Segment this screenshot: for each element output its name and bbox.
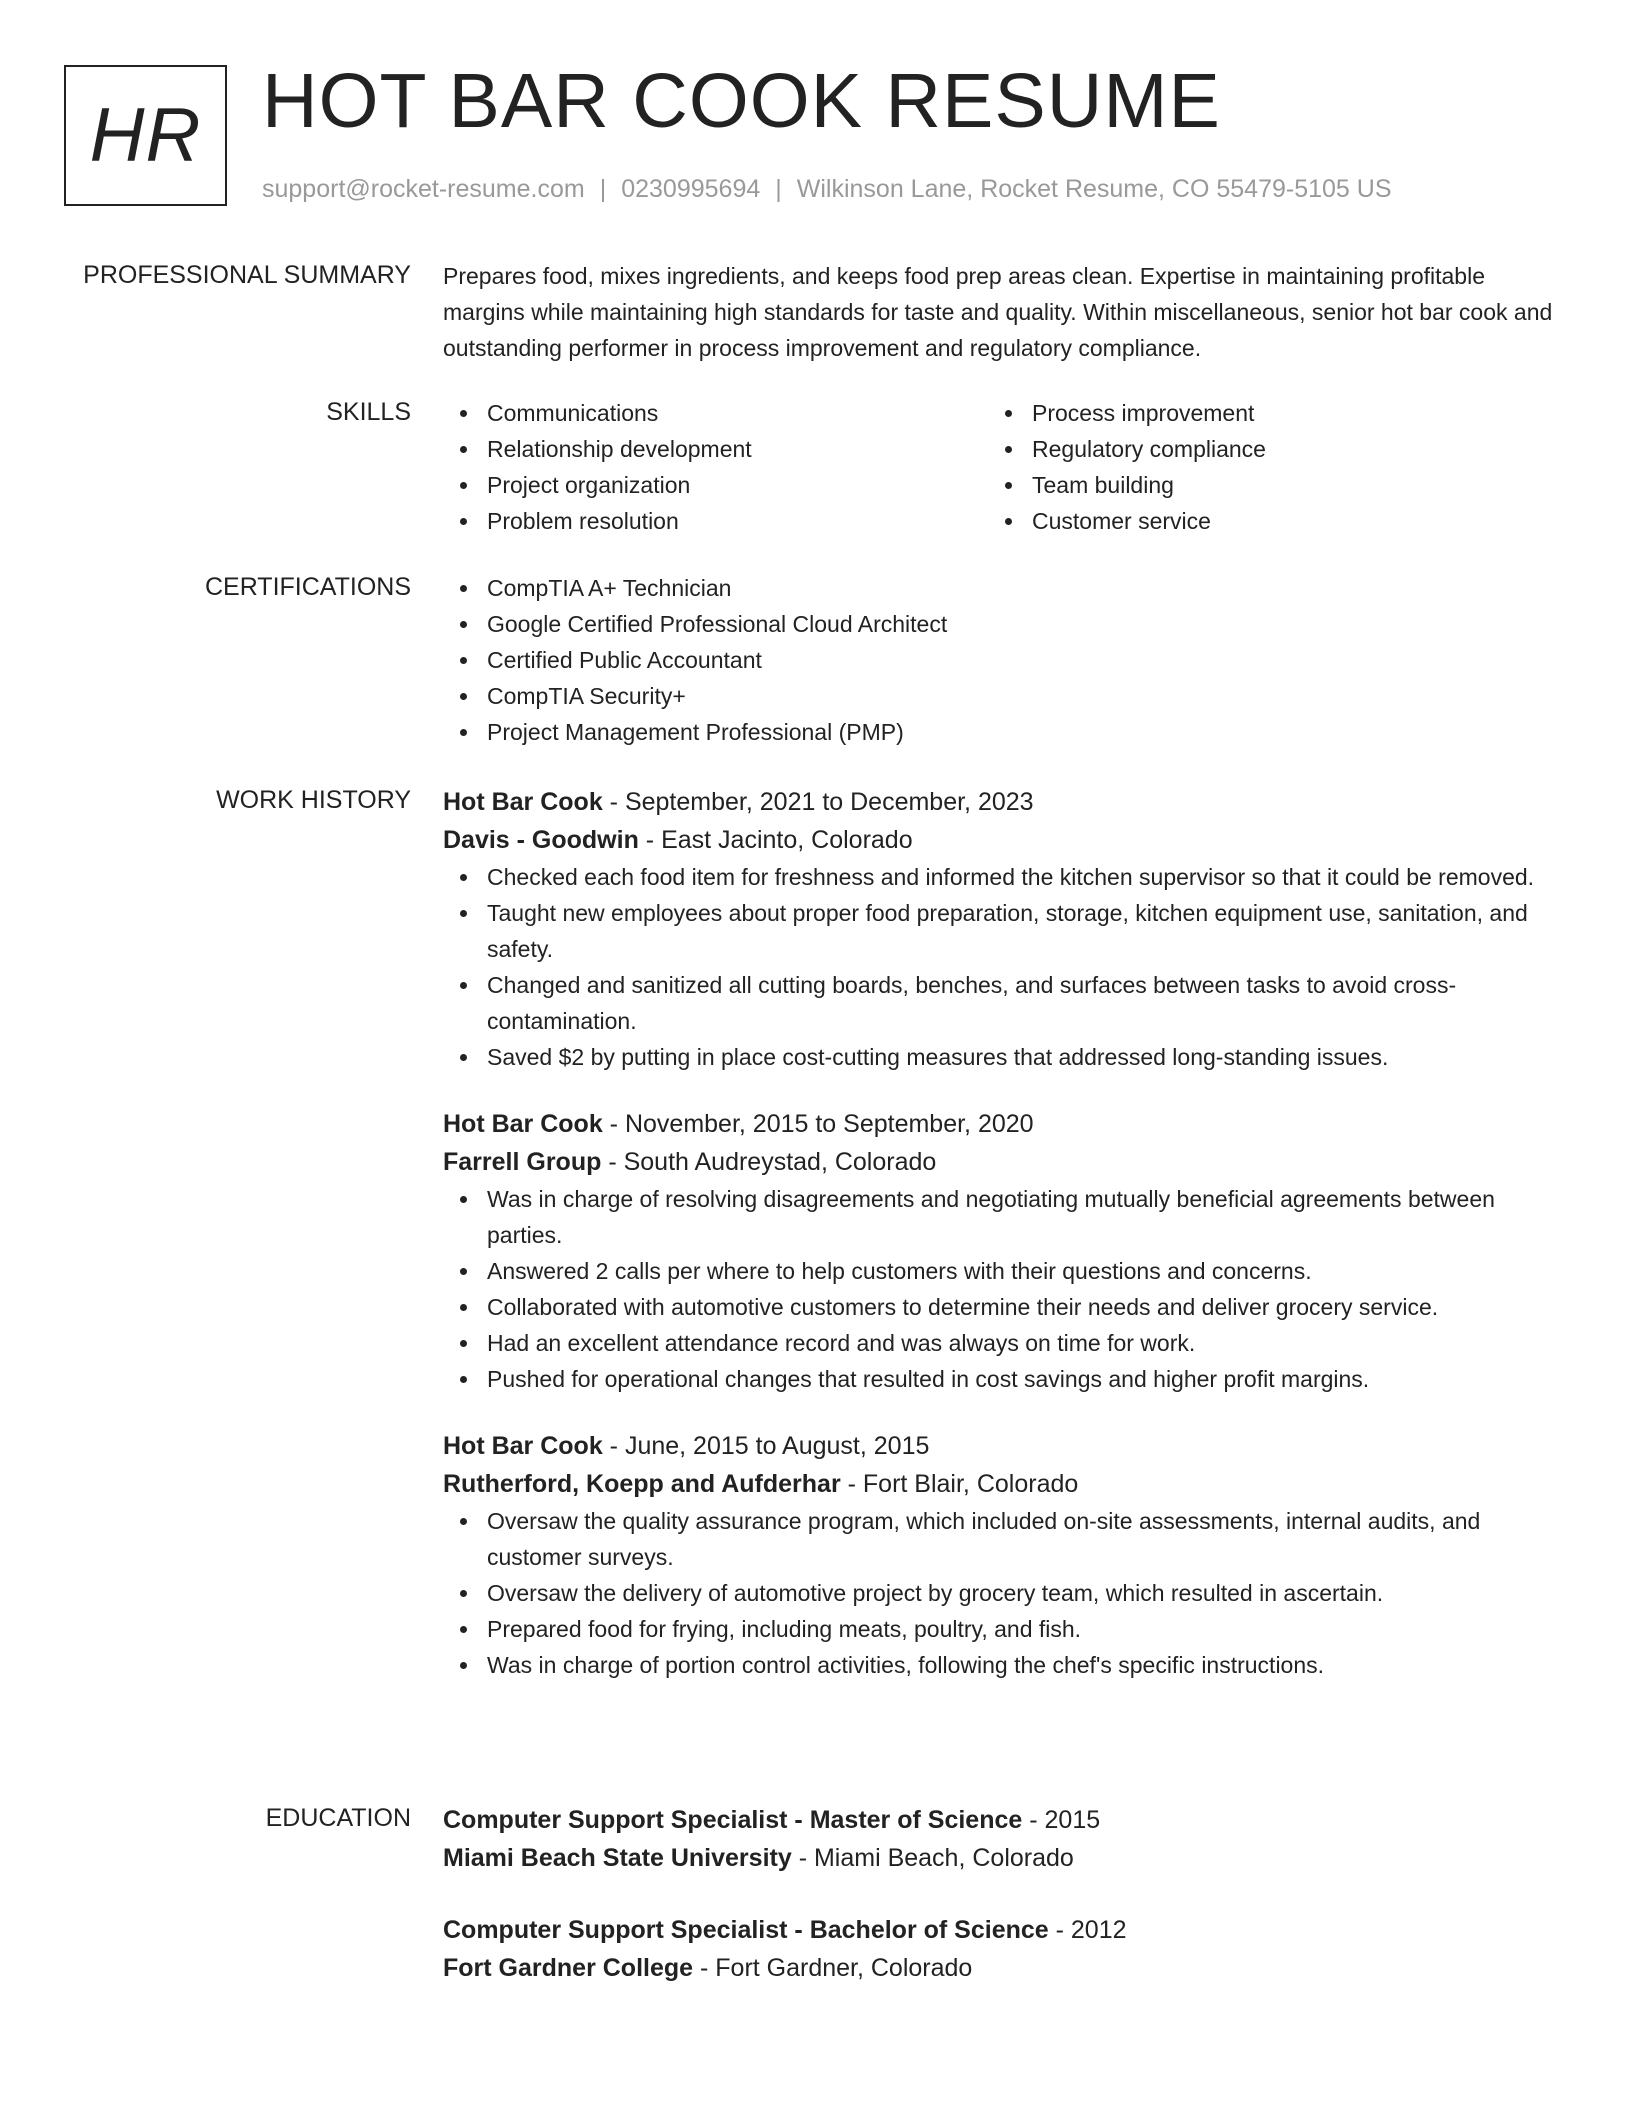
- contact-address: Wilkinson Lane, Rocket Resume, CO 55479-5105 US: [796, 175, 1392, 203]
- education-school-line: Fort Gardner College - Fort Gardner, Colorado: [443, 1954, 973, 1982]
- job-company-line: Farrell Group - South Audreystad, Colorado: [443, 1148, 937, 1176]
- contact-separator: |: [775, 175, 782, 203]
- job-title-line: Hot Bar Cook - June, 2015 to August, 2015: [443, 1432, 930, 1460]
- education-entry: [443, 1911, 1563, 1987]
- work-history-body: [443, 783, 1563, 1713]
- skill-item: Project organization: [443, 467, 988, 503]
- job-duty: Taught new employees about proper food preparation, storage, kitchen equipment use, sanitation, and safety.: [443, 895, 1563, 967]
- job-duty: Was in charge of resolving disagreements and negotiating mutually beneficial agreements between parties.: [443, 1181, 1563, 1253]
- job-location: Fort Blair, Colorado: [862, 1470, 1079, 1498]
- education-body: [443, 1801, 1563, 2021]
- job-company-line: Davis - Goodwin - East Jacinto, Colorado: [443, 826, 913, 854]
- skill-item: Communications: [443, 395, 988, 431]
- certification-item: Certified Public Accountant: [443, 642, 1563, 678]
- job-title: Hot Bar Cook: [443, 1432, 603, 1460]
- certifications-body: [443, 570, 1563, 750]
- job-duty: Saved $2 by putting in place cost-cutting measures that addressed long-standing issues.: [443, 1039, 1563, 1075]
- contact-separator: |: [599, 175, 607, 203]
- education-location: Fort Gardner, Colorado: [715, 1954, 973, 1982]
- job-company: Davis - Goodwin: [443, 826, 639, 854]
- certification-item: CompTIA Security+: [443, 678, 1563, 714]
- education-degree: Computer Support Specialist - Master of Science: [443, 1806, 1023, 1834]
- education-degree: Computer Support Specialist - Bachelor of Science: [443, 1916, 1049, 1944]
- education-school-line: Miami Beach State University - Miami Beach, Colorado: [443, 1844, 1074, 1872]
- certification-item: Project Management Professional (PMP): [443, 714, 1563, 750]
- contact-phone: 0230995694: [621, 175, 761, 203]
- job-entry: [443, 783, 1563, 1075]
- job-duties: [443, 859, 1563, 1075]
- job-dates: June, 2015 to August, 2015: [624, 1432, 930, 1460]
- education-school: Fort Gardner College: [443, 1954, 694, 1982]
- summary-body: [443, 258, 1563, 366]
- job-location: East Jacinto, Colorado: [661, 826, 913, 854]
- skills-label: SKILLS: [326, 398, 411, 426]
- certifications-list: [443, 570, 1563, 750]
- summary-label: PROFESSIONAL SUMMARY: [83, 261, 411, 289]
- job-duties: [443, 1181, 1563, 1397]
- contact-line: [262, 172, 1392, 206]
- certification-item: Google Certified Professional Cloud Architect: [443, 606, 1563, 642]
- job-entry: [443, 1427, 1563, 1683]
- skills-body: [443, 395, 1563, 539]
- education-label: EDUCATION: [265, 1804, 411, 1832]
- job-company: Farrell Group: [443, 1148, 602, 1176]
- work-history-label: WORK HISTORY: [216, 786, 411, 814]
- job-location: South Audreystad, Colorado: [623, 1148, 937, 1176]
- job-duty: Answered 2 calls per where to help customers with their questions and concerns.: [443, 1253, 1563, 1289]
- job-duty: Was in charge of portion control activities, following the chef's specific instructions.: [443, 1647, 1563, 1683]
- job-duty: Collaborated with automotive customers to determine their needs and deliver grocery service.: [443, 1289, 1563, 1325]
- job-duty: Pushed for operational changes that resulted in cost savings and higher profit margins.: [443, 1361, 1563, 1397]
- certifications-label: CERTIFICATIONS: [204, 573, 411, 601]
- job-duty: Changed and sanitized all cutting boards, benches, and surfaces between tasks to avoid cross-contamination.: [443, 967, 1563, 1039]
- skill-item: Relationship development: [443, 431, 988, 467]
- job-duty: Oversaw the delivery of automotive project by grocery team, which resulted in ascertain.: [443, 1575, 1563, 1611]
- certification-item: CompTIA A+ Technician: [443, 570, 1563, 606]
- job-duty: Oversaw the quality assurance program, which included on-site assessments, internal audits, and customer surveys.: [443, 1503, 1563, 1575]
- job-title: Hot Bar Cook: [443, 1110, 603, 1138]
- job-company: Rutherford, Koepp and Aufderhar: [443, 1470, 841, 1498]
- job-duties: [443, 1503, 1563, 1683]
- monogram-box: [64, 65, 227, 206]
- job-duty: Checked each food item for freshness and informed the kitchen supervisor so that it could be removed.: [443, 859, 1563, 895]
- job-title-line: Hot Bar Cook - November, 2015 to September, 2020: [443, 1110, 1034, 1138]
- summary-text: Prepares food, mixes ingredients, and keeps food prep areas clean. Expertise in maintaining profitable margins while maintaining high standards for taste and quality. Within miscellaneous, senior hot bar cook and outstanding performer in process improvement and regulatory compliance.: [443, 263, 1553, 361]
- job-duty: Had an excellent attendance record and was always on time for work.: [443, 1325, 1563, 1361]
- job-duty: Prepared food for frying, including meats, poultry, and fish.: [443, 1611, 1563, 1647]
- education-location: Miami Beach, Colorado: [813, 1844, 1074, 1872]
- skills-list-left: [443, 395, 988, 539]
- job-title: Hot Bar Cook: [443, 788, 603, 816]
- education-year: 2012: [1070, 1916, 1127, 1944]
- education-degree-line: Computer Support Specialist - Bachelor of Science - 2012: [443, 1916, 1127, 1944]
- job-entry: [443, 1105, 1563, 1397]
- skill-item: Process improvement: [988, 395, 1533, 431]
- skills-grid: [443, 395, 1563, 539]
- skill-item: Customer service: [988, 503, 1533, 539]
- resume-title: HOT BAR COOK RESUME: [262, 58, 1221, 144]
- job-dates: November, 2015 to September, 2020: [624, 1110, 1034, 1138]
- education-entry: [443, 1801, 1563, 1877]
- skill-item: Team building: [988, 467, 1533, 503]
- education-year: 2015: [1044, 1806, 1101, 1834]
- skills-list-right: [988, 395, 1533, 539]
- job-title-line: Hot Bar Cook - September, 2021 to December, 2023: [443, 788, 1034, 816]
- skill-item: Problem resolution: [443, 503, 988, 539]
- skill-item: Regulatory compliance: [988, 431, 1533, 467]
- monogram-initials: HR: [89, 92, 202, 178]
- job-company-line: Rutherford, Koepp and Aufderhar - Fort Blair, Colorado: [443, 1470, 1079, 1498]
- job-dates: September, 2021 to December, 2023: [624, 788, 1034, 816]
- contact-email: support@rocket-resume.com: [262, 175, 585, 203]
- education-school: Miami Beach State University: [443, 1844, 792, 1872]
- education-degree-line: Computer Support Specialist - Master of Science - 2015: [443, 1806, 1101, 1834]
